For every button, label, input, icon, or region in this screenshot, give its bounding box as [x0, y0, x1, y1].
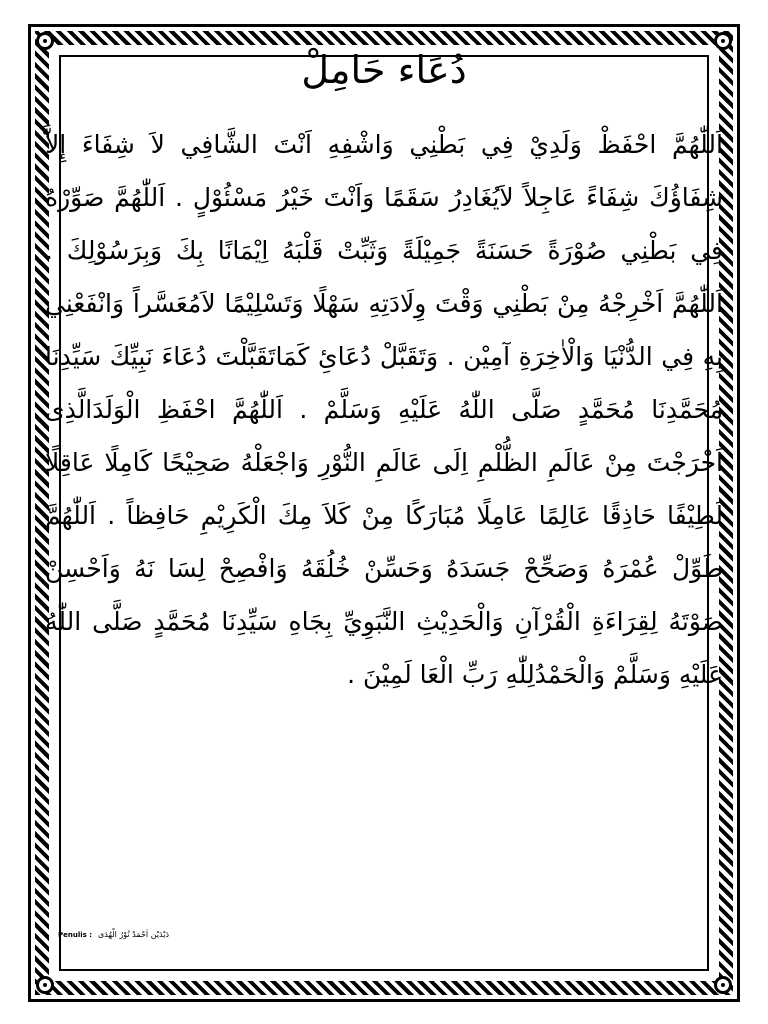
page-title: دُعَاء حَامِلْ [301, 48, 467, 92]
author-name: دَيْدَيْن اَحْمَدْ نُوْرُ الْهُدَى [98, 930, 170, 939]
corner-ornament-bottom-right [714, 976, 732, 994]
author-credit [58, 930, 169, 939]
prayer-text: اَللّٰهُمَّ احْفَظْ وَلَدِيْ فِي بَطْنِي وَاشْفِهِ اَنْتَ الشَّافِي لاَ شِفَاءَ إِلاَّ شِفَاؤُكَ شِفَاءً عَاجِلاً لاَيُغَادِرُ سَقَمًا وَاَنْتَ خَيْرُ مَسْئُوْلٍ . اَللّٰهُمَّ صَوِّرْهُ فِي بَطْنِي صُوْرَةً حَسَنَةً جَمِيْلَةً وَثَبِّتْ قَلْبَهُ اِيْمَانًا بِكَ وَبِرَسُوْلِكَ . اَللّٰهُمَّ اَخْرِجْهُ مِنْ بَطْنِي وَقْتَ وِلَادَتِهِ سَهْلًا وَتَسْلِيْمًا لاَمُعَسَّراً وَانْفَعْنِي بِهِ فِي الدُّنْيَا وَالْاٰخِرَةِ آمِيْن . وَتَقَبَّلْ دُعَائِ كَمَاتَقَبَّلْتَ دُعَاءَ نَبِيِّكَ سَيِّدِنَا مُحَمَّدِنَا مُحَمَّدٍ صَلَّى اللّٰهُ عَلَيْهِ وَسَلَّمْ . اَللّٰهُمَّ احْفَظِ الْوَلَدَالَّذِى اَخْرَجْتَ مِنْ عَالَمِ الظُّلْمِ اِلَى عَالَمِ النُّوْرِ وَاجْعَلْهُ صَحِيْحًا كَامِلًا عَاقِلًا لَطِيْفًا حَاذِقًا عَالِمًا عَامِلًا مُبَارَكًا مِنْ كَلاَ مِكَ الْكَرِيْمِ حَافِظاً . اَللّٰهُمَّ طَوِّلْ عُمْرَهُ وَصَحِّحْ جَسَدَهُ وَحَسِّنْ خُلُقَهُ وَافْصِحْ لِسَا نَهُ وَاَحْسِنْ صَوْتَهُ لِقِرَاءَةِ الْقُرْآنِ وَالْحَدِيْثِ النَّبَوِيِّ بِجَاهِ سَيِّدِنَا مُحَمَّدٍ صَلَّى اللّٰهُ عَلَيْهِ وَسَلَّمْ وَالْحَمْدُلِلّٰهِ رَبِّ الْعَا لَمِيْنَ . [45, 130, 723, 689]
corner-ornament-bottom-left [36, 976, 54, 994]
author-label: Penulis : [58, 930, 93, 939]
